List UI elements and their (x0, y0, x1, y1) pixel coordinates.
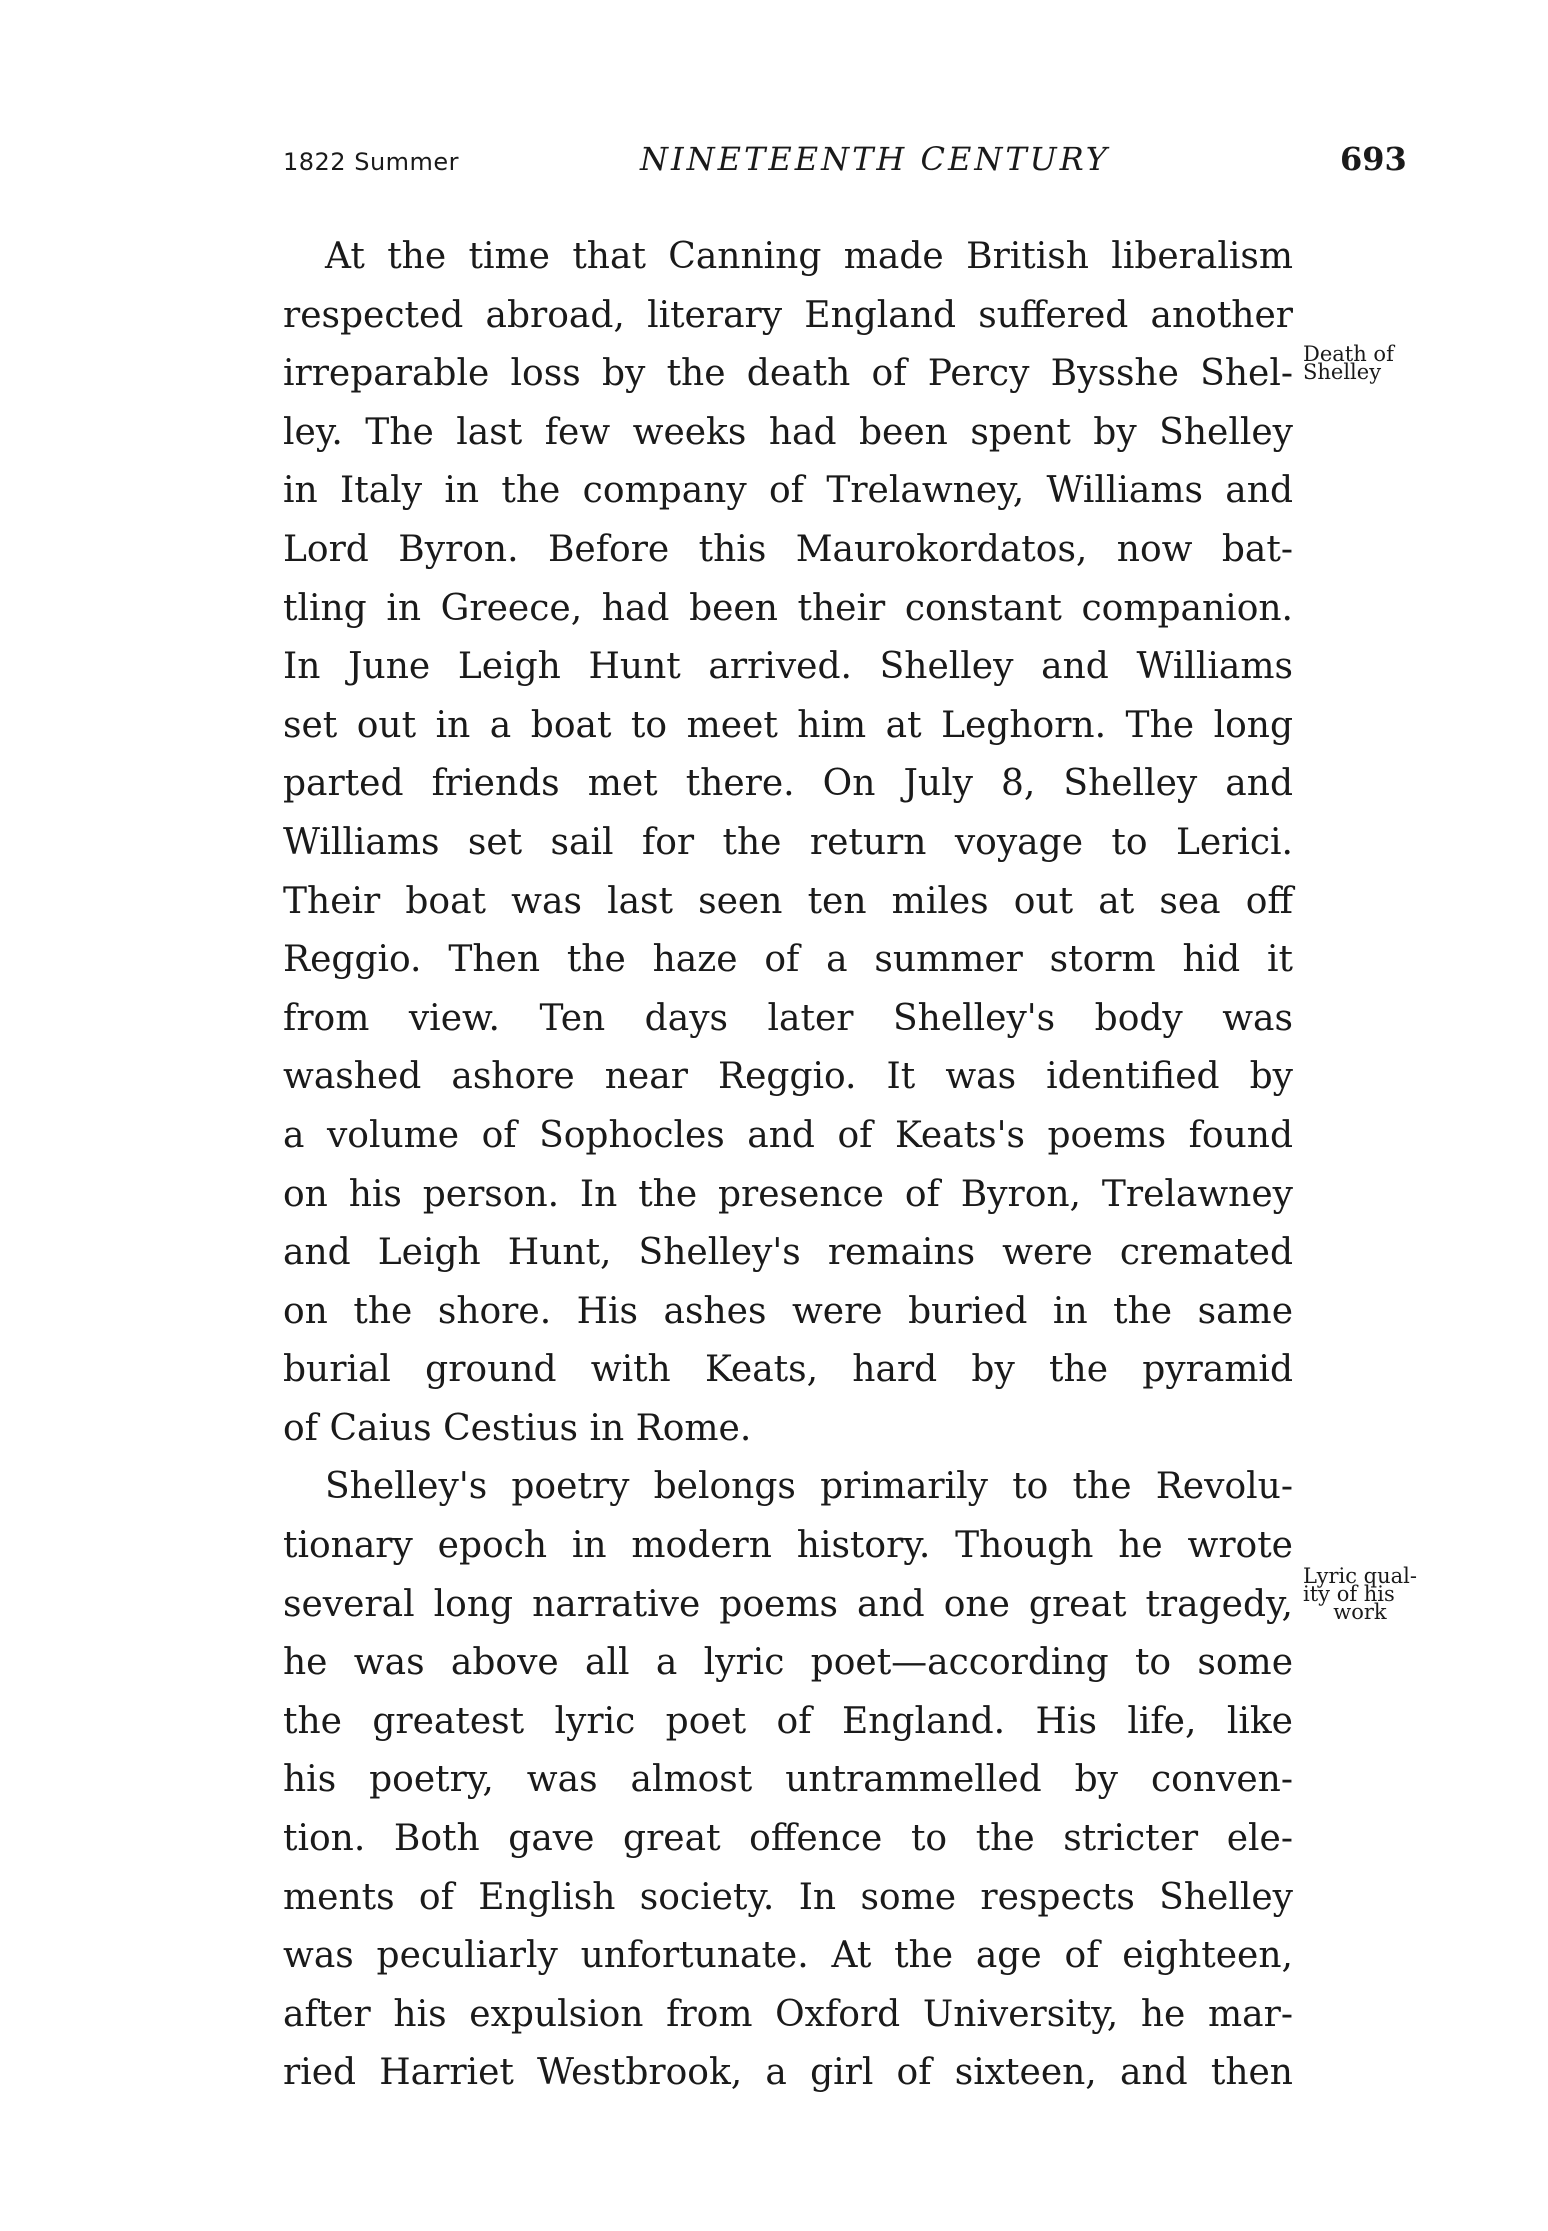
text-line: and Leigh Hunt, Shelley's remains were cremated (283, 1232, 1293, 1274)
text-line: from view. Ten days later Shelley's body was (283, 997, 1293, 1039)
text-line: set out in a boat to meet him at Leghorn. The long (283, 704, 1293, 746)
text-line: his poetry, was almost untrammelled by conven- (283, 1759, 1293, 1801)
margin-note-line: Death of (1303, 342, 1394, 366)
text-line: after his expulsion from Oxford University, he mar- (283, 1993, 1293, 2035)
text-line: ments of English society. In some respects Shelley (283, 1876, 1293, 1918)
text-line: in Italy in the company of Trelawney, Williams and (283, 470, 1293, 512)
text-line: ley. The last few weeks had been spent by Shelley (283, 411, 1293, 453)
text-line: he was above all a lyric poet—according to some (283, 1642, 1293, 1684)
margin-note-line: Shelley (1303, 360, 1382, 384)
margin-note-lyric-quality (1303, 1564, 1417, 1624)
text-line: respected abroad, literary England suffered another (283, 294, 1293, 336)
text-line: At the time that Canning made British liberalism (325, 236, 1293, 277)
text-line: on the shore. His ashes were buried in the same (283, 1290, 1293, 1332)
text-line: Lord Byron. Before this Maurokordatos, now bat- (283, 528, 1293, 570)
text-line: parted friends met there. On July 8, Shelley and (283, 763, 1293, 805)
body-text (283, 228, 1293, 2103)
header-date: 1822 Summer (283, 148, 460, 176)
text-line: a volume of Sophocles and of Keats's poems found (283, 1114, 1293, 1156)
margin-note-line: work (1333, 1600, 1387, 1624)
text-line: Their boat was last seen ten miles out at sea off (283, 880, 1293, 922)
text-line: burial ground with Keats, hard by the pyramid (283, 1349, 1293, 1391)
text-line: washed ashore near Reggio. It was identified by (283, 1056, 1293, 1098)
text-line: In June Leigh Hunt arrived. Shelley and Williams (283, 646, 1293, 688)
margin-note-line: Lyric qual- (1303, 1564, 1417, 1588)
text-line: ried Harriet Westbrook, a girl of sixteen, and then (283, 2052, 1293, 2094)
running-header (0, 140, 1548, 190)
text-line: several long narrative poems and one great tragedy, (283, 1583, 1293, 1625)
text-line: tling in Greece, had been their constant companion. (283, 587, 1293, 629)
header-title: NINETEENTH CENTURY (640, 140, 1110, 178)
text-line: tionary epoch in modern history. Though he wrote (283, 1525, 1293, 1567)
text-line: tion. Both gave great offence to the stricter ele- (283, 1818, 1293, 1860)
text-line: Williams set sail for the return voyage to Lerici. (283, 821, 1293, 863)
text-line: irreparable loss by the death of Percy Bysshe Shel- (283, 353, 1293, 395)
margin-note-death-of-shelley (1303, 342, 1394, 384)
page-number: 693 (1340, 140, 1407, 178)
margin-note-line: ity of his (1303, 1582, 1395, 1606)
text-line: Reggio. Then the haze of a summer storm hid it (283, 939, 1293, 981)
text-line: on his person. In the presence of Byron, Trelawney (283, 1173, 1293, 1215)
text-line: was peculiarly unfortunate. At the age of eighteen, (283, 1935, 1293, 1977)
text-line: the greatest lyric poet of England. His life, like (283, 1700, 1293, 1742)
text-line: of Caius Cestius in Rome. (283, 1407, 752, 1449)
text-line: Shelley's poetry belongs primarily to the Revolu- (325, 1466, 1293, 1508)
